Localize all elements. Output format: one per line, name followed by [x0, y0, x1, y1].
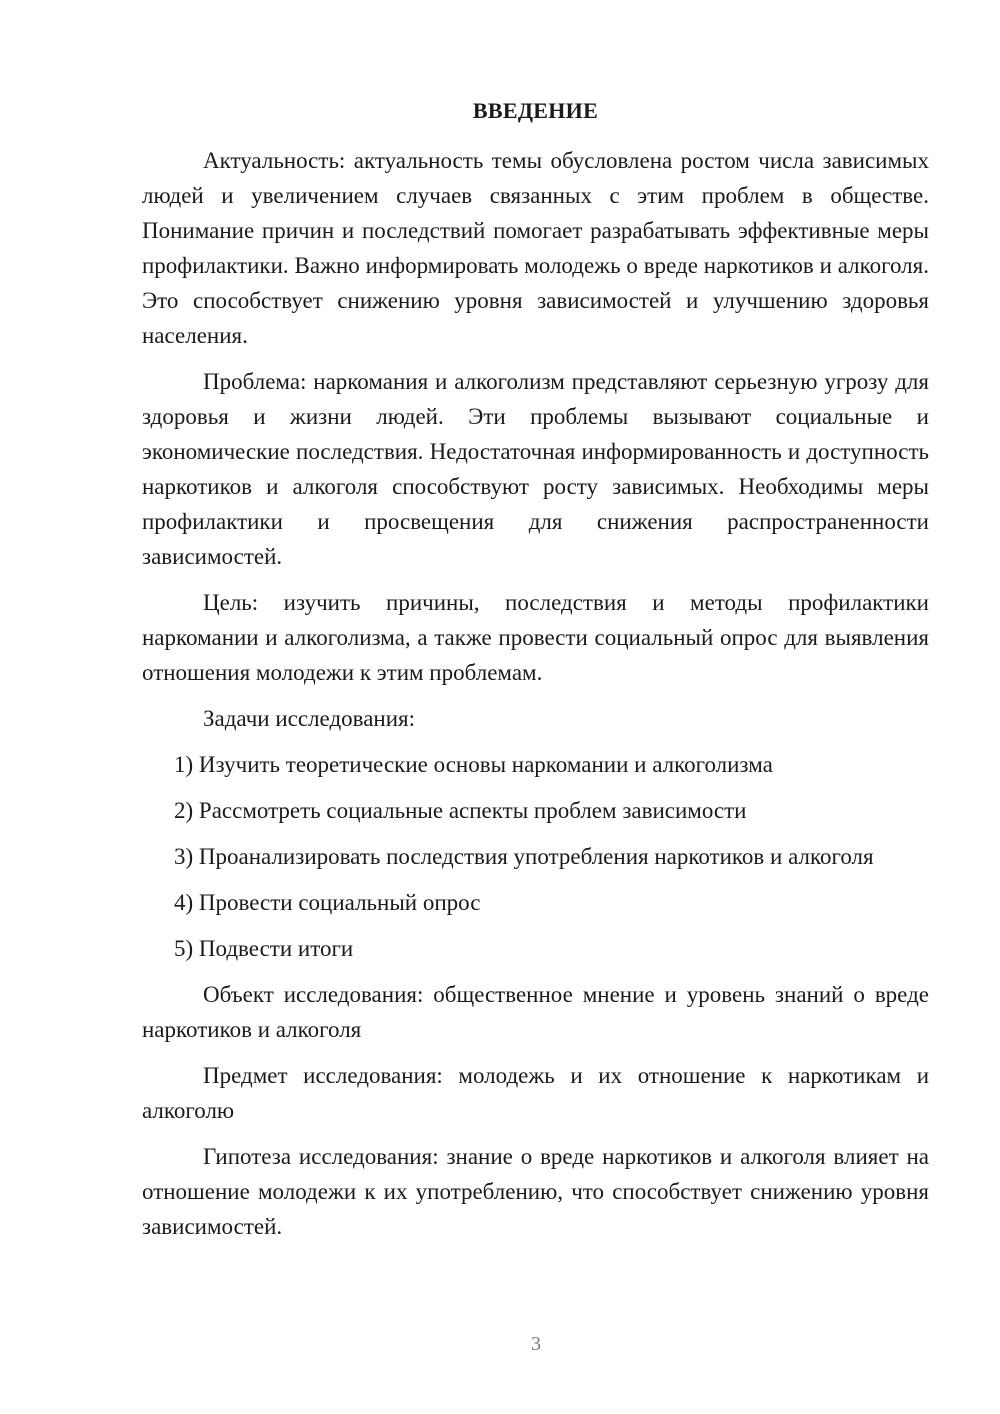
- task-item-1: 1) Изучить теоретические основы наркомании и алкоголизма: [174, 752, 773, 777]
- section-title: ВВЕДЕНИЕ: [472, 98, 599, 123]
- task-item-2: 2) Рассмотреть социальные аспекты проблем зависимости: [174, 798, 747, 823]
- paragraph-relevance: Актуальность: актуальность темы обусловлена ростом числа зависимых людей и увеличением случаев связанных с этим проблем в обществе. Понимание причин и последствий помогает разрабатывать эффективные меры профилактики. Важно информировать молодежь о вреде наркотиков и алкоголя. Это способствует снижению уровня зависимостей и улучшению здоровья населения.: [142, 148, 929, 348]
- tasks-heading: Задачи исследования:: [203, 706, 416, 731]
- paragraph-problem: Проблема: наркомания и алкоголизм представляют серьезную угрозу для здоровья и жизни людей. Эти проблемы вызывают социальные и экономические последствия. Недостаточная информированность и доступность наркотиков и алкоголя способствуют росту зависимых. Необходимы меры профилактики и просвещения для снижения распространенности зависимостей.: [142, 369, 929, 569]
- paragraph-object: Объект исследования: общественное мнение и уровень знаний о вреде наркотиков и алкоголя: [142, 982, 929, 1042]
- paragraph-subject: Предмет исследования: молодежь и их отношение к наркотикам и алкоголю: [142, 1063, 929, 1123]
- task-item-3: 3) Проанализировать последствия употребления наркотиков и алкоголя: [174, 844, 874, 869]
- paragraph-goal: Цель: изучить причины, последствия и методы профилактики наркомании и алкоголизма, а также провести социальный опрос для выявления отношения молодежи к этим проблемам.: [142, 590, 929, 685]
- paragraph-hypothesis: Гипотеза исследования: знание о вреде наркотиков и алкоголя влияет на отношение молодежи к их употреблению, что способствует снижению уровня зависимостей.: [142, 1144, 929, 1239]
- task-item-4: 4) Провести социальный опрос: [174, 890, 481, 915]
- task-item-5: 5) Подвести итоги: [174, 936, 354, 961]
- document-body: [142, 143, 929, 1255]
- page-number: 3: [531, 1333, 541, 1355]
